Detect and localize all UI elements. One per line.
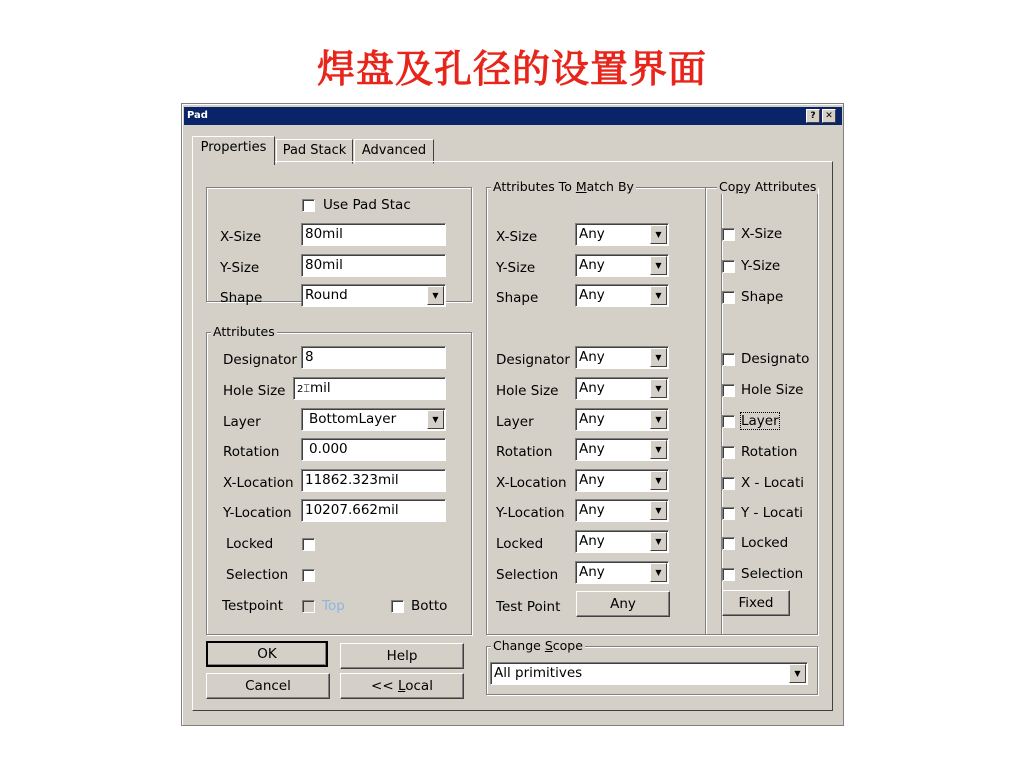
tab-advanced[interactable]: Advanced — [354, 139, 434, 164]
testpoint-label: Testpoint — [222, 598, 284, 614]
copy-attributes-group-title: Copy Attributes — [719, 179, 817, 194]
match-select[interactable] — [575, 469, 669, 492]
test-point-match-button[interactable]: Any — [576, 591, 670, 617]
change-scope-select[interactable] — [490, 662, 808, 685]
shape-select[interactable] — [301, 284, 446, 307]
properties-panel — [192, 161, 833, 711]
copy-label: Y - Locati — [741, 505, 803, 521]
match-label: X-Location — [496, 475, 567, 491]
match-value: Any — [579, 441, 605, 457]
designator-input[interactable]: 8 — [301, 346, 446, 369]
chevron-down-icon[interactable]: ▼ — [427, 286, 444, 305]
match-value: Any — [579, 411, 605, 427]
dialog-titlebar — [184, 107, 842, 125]
copy-checkbox[interactable] — [722, 446, 735, 459]
chevron-down-icon[interactable]: ▼ — [650, 225, 667, 244]
locked-checkbox[interactable] — [302, 538, 315, 551]
shape-label: Shape — [220, 290, 263, 306]
match-label: Y-Location — [496, 505, 565, 521]
chevron-down-icon[interactable]: ▼ — [650, 532, 667, 551]
hole-size-label: Hole Size — [223, 383, 286, 399]
testpoint-top-checkbox[interactable] — [302, 600, 315, 613]
layer-value: BottomLayer — [309, 411, 397, 427]
match-select[interactable] — [575, 346, 669, 369]
copy-label: Layer — [741, 413, 779, 429]
test-point-match-label: Test Point — [496, 599, 561, 615]
testpoint-bottom-checkbox[interactable] — [391, 600, 404, 613]
selection-checkbox[interactable] — [302, 569, 315, 582]
copy-checkbox[interactable] — [722, 507, 735, 520]
match-select[interactable] — [575, 408, 669, 431]
y-size-input[interactable]: 80mil — [301, 254, 446, 277]
match-select[interactable] — [575, 438, 669, 461]
match-label: Layer — [496, 414, 534, 430]
chevron-down-icon[interactable]: ▼ — [650, 379, 667, 398]
copy-checkbox[interactable] — [722, 228, 735, 241]
match-label: X-Size — [496, 229, 538, 245]
match-label: Selection — [496, 567, 559, 583]
chevron-down-icon[interactable]: ▼ — [427, 410, 444, 429]
chevron-down-icon[interactable]: ▼ — [650, 563, 667, 582]
rotation-label: Rotation — [223, 444, 280, 460]
x-location-input[interactable]: 11862.323mil — [301, 469, 446, 492]
match-label: Y-Size — [496, 260, 536, 276]
selection-label: Selection — [226, 567, 289, 583]
match-value: Any — [579, 564, 605, 580]
copy-checkbox[interactable] — [722, 260, 735, 273]
testpoint-top-label: Top — [322, 598, 345, 614]
change-scope-title: Change Scope — [493, 638, 583, 653]
ok-button[interactable]: OK — [206, 641, 328, 667]
match-select[interactable] — [575, 223, 669, 246]
copy-label: Y-Size — [741, 258, 781, 274]
copy-label: X - Locati — [741, 475, 804, 491]
match-value: Any — [579, 226, 605, 242]
y-size-label: Y-Size — [220, 260, 260, 276]
match-label: Shape — [496, 290, 539, 306]
y-location-label: Y-Location — [223, 505, 292, 521]
copy-label: Selection — [741, 566, 804, 582]
shape-value: Round — [305, 287, 348, 303]
x-size-label: X-Size — [220, 229, 262, 245]
match-label: Hole Size — [496, 383, 559, 399]
cancel-button[interactable]: Cancel — [206, 673, 330, 699]
copy-label: Designato — [741, 351, 810, 367]
chevron-down-icon[interactable]: ▼ — [650, 440, 667, 459]
match-by-group-title: Attributes To Match By — [493, 179, 634, 194]
layer-label: Layer — [223, 414, 261, 430]
chevron-down-icon[interactable]: ▼ — [650, 256, 667, 275]
copy-checkbox[interactable] — [722, 353, 735, 366]
close-icon[interactable]: ✕ — [822, 109, 836, 123]
match-select[interactable] — [575, 254, 669, 277]
copy-checkbox[interactable] — [722, 415, 735, 428]
y-location-input[interactable]: 10207.662mil — [301, 499, 446, 522]
copy-label: Shape — [741, 289, 784, 305]
use-pad-stack-checkbox[interactable] — [302, 199, 315, 212]
x-location-label: X-Location — [223, 475, 294, 491]
match-select[interactable] — [575, 561, 669, 584]
local-button[interactable]: << Local — [340, 673, 464, 699]
change-scope-value: All primitives — [494, 665, 583, 681]
match-value: Any — [579, 502, 605, 518]
match-select[interactable] — [575, 530, 669, 553]
hole-size-input[interactable]: 2⌶mil — [293, 377, 446, 400]
copy-label: X-Size — [741, 226, 783, 242]
match-select[interactable] — [575, 499, 669, 522]
chevron-down-icon[interactable]: ▼ — [650, 471, 667, 490]
help-button[interactable]: Help — [340, 643, 464, 669]
copy-label: Hole Size — [741, 382, 804, 398]
copy-checkbox[interactable] — [722, 568, 735, 581]
copy-checkbox[interactable] — [722, 291, 735, 304]
match-value: Any — [579, 287, 605, 303]
hole-size-unit: mil — [309, 380, 331, 396]
match-label: Rotation — [496, 444, 553, 460]
match-value: Any — [579, 257, 605, 273]
help-icon[interactable]: ? — [806, 109, 820, 123]
tab-properties[interactable]: Properties — [192, 136, 275, 165]
match-select[interactable] — [575, 377, 669, 400]
x-size-input[interactable]: 80mil — [301, 223, 446, 246]
match-label: Designator — [496, 352, 570, 368]
layer-select[interactable] — [301, 408, 446, 431]
copy-label: Rotation — [741, 444, 798, 460]
dialog-title: Pad — [187, 110, 208, 121]
pad-dialog — [181, 103, 844, 726]
tab-pad-stack[interactable]: Pad Stack — [276, 139, 353, 164]
rotation-input[interactable]: 0.000 — [301, 438, 446, 461]
match-value: Any — [579, 380, 605, 396]
match-label: Locked — [496, 536, 544, 552]
copy-checkbox[interactable] — [722, 477, 735, 490]
fixed-button[interactable]: Fixed — [722, 590, 790, 616]
copy-label: Locked — [741, 535, 789, 551]
slide-title: 焊盘及孔径的设置界面 — [316, 47, 707, 91]
testpoint-bottom-label: Botto — [411, 598, 448, 614]
copy-checkbox[interactable] — [722, 384, 735, 397]
locked-label: Locked — [226, 536, 274, 552]
match-value: Any — [579, 533, 605, 549]
chevron-down-icon[interactable]: ▼ — [650, 501, 667, 520]
chevron-down-icon[interactable]: ▼ — [650, 410, 667, 429]
use-pad-stack-label: Use Pad Stac — [323, 197, 411, 213]
match-value: Any — [579, 349, 605, 365]
designator-label: Designator — [223, 352, 297, 368]
copy-checkbox[interactable] — [722, 537, 735, 550]
hole-size-value: 2 — [297, 384, 304, 395]
match-value: Any — [579, 472, 605, 488]
chevron-down-icon[interactable]: ▼ — [789, 664, 806, 683]
match-select[interactable] — [575, 284, 669, 307]
attributes-group-title: Attributes — [213, 324, 275, 339]
chevron-down-icon[interactable]: ▼ — [650, 286, 667, 305]
chevron-down-icon[interactable]: ▼ — [650, 348, 667, 367]
